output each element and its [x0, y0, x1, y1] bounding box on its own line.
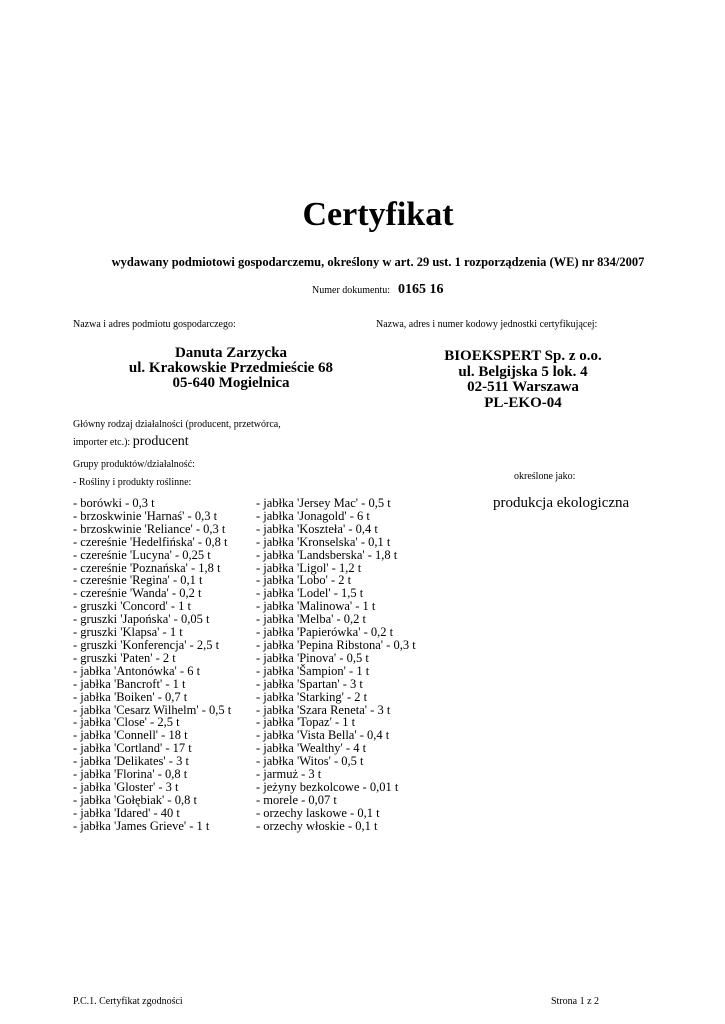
product-item: - jabłka 'Spartan' - 3 t — [256, 676, 363, 691]
product-item: - jabłka 'Witos' - 0,5 t — [256, 754, 364, 769]
certifier-street: ul. Belgijska 5 lok. 4 — [458, 363, 588, 380]
product-item: - jabłka 'Koszteła' - 0,4 t — [256, 521, 378, 536]
groups-label: Grupy produktów/działalność: — [73, 459, 195, 470]
document-subtitle: wydawany podmiotowi gospodarczemu, określony w art. 29 ust. 1 rozporządzenia (WE) nr 834/2007 — [111, 255, 645, 269]
subject-name: Danuta Zarzycka — [174, 345, 288, 361]
plants-label: - Rośliny i produkty roślinne: — [73, 477, 192, 488]
activity-label-line2: importer etc.): — [73, 437, 131, 448]
product-item: - jabłka 'Vista Bella' - 0,4 t — [256, 728, 390, 743]
product-item: - jabłka 'Bancroft' - 1 t — [73, 676, 186, 691]
products-list-column-1 — [73, 497, 231, 833]
product-item: - jabłka 'Melba' - 0,2 t — [256, 612, 367, 627]
certifier-label: Nazwa, adres i numer kodowy jednostki certyfikującej: — [376, 319, 598, 330]
document-title: Certyfikat — [302, 196, 454, 233]
product-item: - jabłka 'Antonówka' - 6 t — [73, 663, 201, 678]
product-item: - jabłka 'Kronselska' - 0,1 t — [256, 534, 391, 549]
product-item: - jabłka 'Connell' - 18 t — [73, 728, 188, 743]
product-item: - jabłka 'Malinowa' - 1 t — [256, 599, 376, 614]
product-item: - jabłka 'Florina' - 0,8 t — [73, 767, 188, 782]
product-item: - jabłka 'Pepina Ribstona' - 0,3 t — [256, 637, 416, 652]
subject-street: ul. Krakowskie Przedmieście 68 — [128, 360, 334, 376]
product-item: - gruszki 'Japońska' - 0,05 t — [73, 612, 210, 627]
product-item: - jabłka 'Idared' - 40 t — [73, 805, 180, 820]
footer-document-code: P.C.1. Certyfikat zgodności — [73, 996, 183, 1007]
products-list-column-2 — [256, 497, 416, 833]
product-item: - brzoskwinie 'Reliance' - 0,3 t — [73, 521, 226, 536]
product-item: - jabłka 'Gołębiak' - 0,8 t — [73, 792, 197, 807]
defined-as-label: określone jako: — [514, 471, 576, 482]
subject-address-block — [108, 346, 354, 391]
product-item: - jabłka 'Topaz' - 1 t — [256, 715, 356, 730]
product-item: - jabłka 'Jersey Mac' - 0,5 t — [256, 496, 391, 510]
subject-city: 05-640 Mogielnica — [172, 375, 290, 391]
product-item: - jabłka 'Boiken' - 0,7 t — [73, 689, 188, 704]
activity-label-line1: Główny rodzaj działalności (producent, przetwórca, — [73, 419, 281, 430]
product-item: - jabłka 'Papierówka' - 0,2 t — [256, 625, 394, 640]
certifier-address-block — [393, 349, 653, 411]
product-item: - jabłka 'Landsberska' - 1,8 t — [256, 547, 398, 562]
document-number — [312, 280, 444, 298]
product-item: - jabłka 'Šampion' - 1 t — [256, 663, 370, 678]
main-activity — [73, 416, 303, 451]
product-item: - jabłka 'Lobo' - 2 t — [256, 573, 352, 588]
product-item: - czereśnie 'Hedelfińska' - 0,8 t — [73, 534, 228, 549]
product-item: - orzechy laskowe - 0,1 t — [256, 805, 380, 820]
product-item: - czereśnie 'Poznańska' - 1,8 t — [73, 560, 221, 575]
product-item: - morele - 0,07 t — [256, 792, 337, 807]
product-item: - jabłka 'James Grieve' - 1 t — [73, 818, 210, 833]
document-number-label: Numer dokumentu: — [312, 285, 391, 296]
product-item: - jabłka 'Jonagold' - 6 t — [256, 508, 370, 523]
product-item: - gruszki 'Paten' - 2 t — [73, 650, 176, 665]
product-item: - jabłka 'Cesarz Wilhelm' - 0,5 t — [73, 702, 232, 717]
product-item: - borówki - 0,3 t — [73, 496, 155, 510]
product-item: - czereśnie 'Lucyna' - 0,25 t — [73, 547, 211, 562]
subject-label: Nazwa i adres podmiotu gospodarczego: — [73, 319, 236, 330]
product-item: - gruszki 'Concord' - 1 t — [73, 599, 192, 614]
product-item: - jabłka 'Close' - 2,5 t — [73, 715, 180, 730]
certifier-code: PL-EKO-04 — [484, 394, 562, 411]
product-item: - jabłka 'Cortland' - 17 t — [73, 741, 192, 756]
defined-as-value: produkcja ekologiczna — [493, 495, 630, 511]
product-item: - gruszki 'Konferencja' - 2,5 t — [73, 637, 220, 652]
product-item: - jabłka 'Gloster' - 3 t — [73, 779, 179, 794]
certifier-name: BIOEKSPERT Sp. z o.o. — [444, 348, 602, 364]
product-item: - brzoskwinie 'Harnaś' - 0,3 t — [73, 508, 218, 523]
product-item: - jabłka 'Szara Reneta' - 3 t — [256, 702, 391, 717]
activity-value: producent — [132, 434, 189, 449]
footer-page-number: Strona 1 z 2 — [551, 996, 600, 1007]
product-item: - jabłka 'Wealthy' - 4 t — [256, 741, 367, 756]
product-item: - jabłka 'Pinova' - 0,5 t — [256, 650, 369, 665]
product-item: - jeżyny bezkolcowe - 0,01 t — [256, 779, 399, 794]
product-item: - czereśnie 'Regina' - 0,1 t — [73, 573, 203, 588]
product-item: - czereśnie 'Wanda' - 0,2 t — [73, 586, 202, 601]
product-item: - gruszki 'Klapsa' - 1 t — [73, 625, 183, 640]
product-item: - jabłka 'Ligol' - 1,2 t — [256, 560, 362, 575]
product-item: - orzechy włoskie - 0,1 t — [256, 818, 378, 833]
product-item: - jabłka 'Lodel' - 1,5 t — [256, 586, 364, 601]
product-item: - jabłka 'Delikates' - 3 t — [73, 754, 189, 769]
product-item: - jabłka 'Starking' - 2 t — [256, 689, 368, 704]
document-number-value: 0165 16 — [398, 282, 444, 297]
certifier-city: 02-511 Warszawa — [467, 379, 579, 395]
product-item: - jarmuż - 3 t — [256, 767, 322, 782]
